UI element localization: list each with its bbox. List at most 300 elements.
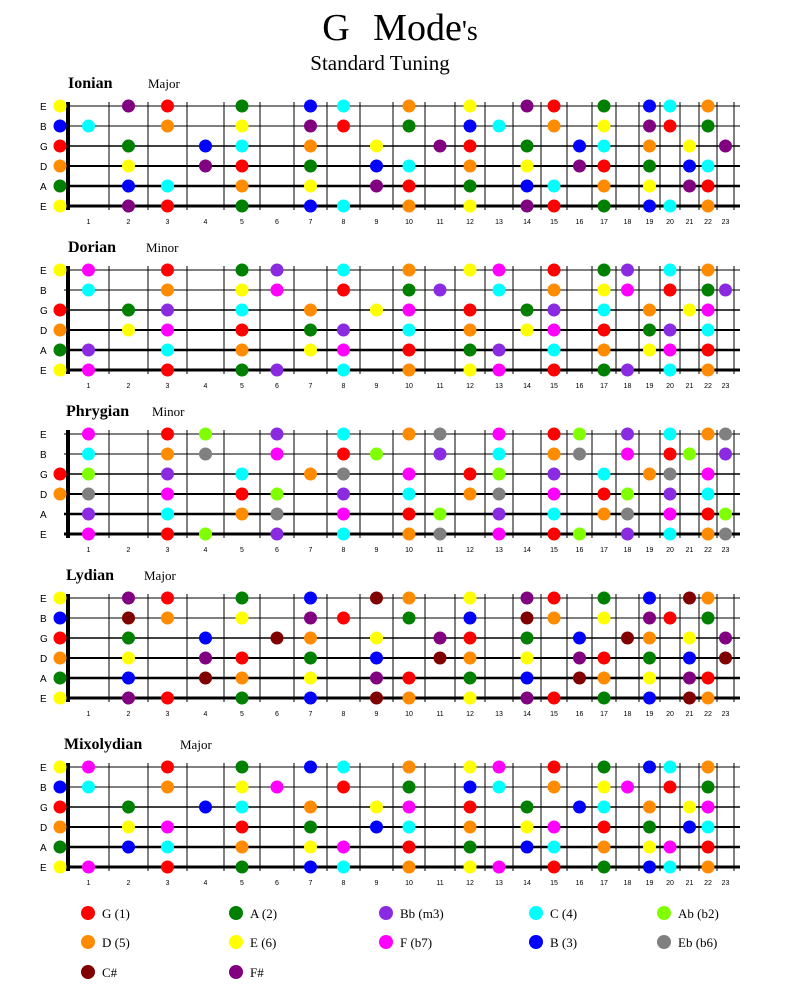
note-dot-c [161, 344, 174, 357]
string-label: E [40, 763, 47, 774]
note-dot-e [643, 180, 656, 193]
note-dot-c [598, 468, 611, 481]
note-dot-eb [621, 508, 634, 521]
note-dot-g [548, 100, 561, 113]
note-dot-g [54, 632, 67, 645]
note-dot-d [403, 861, 416, 874]
note-dot-a [54, 672, 67, 685]
note-dot-g [161, 528, 174, 541]
fret-number: 7 [308, 711, 313, 718]
note-dot-g [337, 284, 350, 297]
string-label: A [40, 346, 47, 357]
note-dot-a [304, 652, 317, 665]
note-dot-ab [199, 428, 212, 441]
note-dot-b [464, 781, 477, 794]
string-label: D [40, 326, 48, 337]
fret-number: 6 [275, 383, 279, 390]
note-dot-c [236, 468, 249, 481]
note-dot-d [304, 632, 317, 645]
note-dot-a [702, 612, 715, 625]
note-dot-e [122, 324, 135, 337]
note-dot-c-sharp [621, 632, 634, 645]
note-dot-g [236, 160, 249, 173]
fret-number: 19 [645, 880, 654, 887]
note-dot-f-sharp [643, 612, 656, 625]
note-dot-e [304, 180, 317, 193]
note-dot-f-sharp [573, 160, 586, 173]
note-dot-d [598, 841, 611, 854]
note-dot-c [548, 841, 561, 854]
string-label: A [40, 843, 47, 854]
fret-number: 4 [203, 219, 208, 226]
string-label: A [40, 674, 47, 685]
fret-number: 7 [308, 219, 313, 226]
note-dot-d [54, 160, 67, 173]
note-dot-e [54, 364, 67, 377]
note-dot-e [683, 304, 696, 317]
string-label: E [40, 202, 47, 213]
fret-number: 9 [374, 219, 379, 226]
note-dot-a [122, 801, 135, 814]
note-dot-bb [82, 508, 95, 521]
note-dot-c [403, 821, 416, 834]
fret-number: 2 [126, 880, 131, 887]
note-dot-b [643, 592, 656, 605]
note-dot-d [548, 612, 561, 625]
note-dot-g [403, 180, 416, 193]
note-dot-d [403, 100, 416, 113]
note-dot-b [304, 200, 317, 213]
note-dot-a [236, 264, 249, 277]
fret-number: 4 [203, 383, 208, 390]
note-dot-d [598, 508, 611, 521]
fret-number: 9 [374, 547, 379, 554]
fret-number: 11 [436, 711, 444, 718]
note-dot-e [464, 861, 477, 874]
note-dot-g [702, 180, 715, 193]
note-dot-f [621, 284, 634, 297]
fret-number: 9 [374, 711, 379, 718]
fret-number: 14 [523, 711, 531, 718]
note-dot-f [493, 761, 506, 774]
note-dot-d [702, 592, 715, 605]
note-dot-a [702, 284, 715, 297]
note-dot-f-sharp [521, 592, 534, 605]
fret-number: 22 [704, 711, 712, 718]
note-dot-c-sharp [122, 612, 135, 625]
note-dot-g [464, 632, 477, 645]
note-dot-a [643, 821, 656, 834]
note-dot-a [122, 304, 135, 317]
note-dot-g [236, 652, 249, 665]
string-label: A [40, 510, 47, 521]
note-dot-f [702, 801, 715, 814]
note-dot-bb [271, 428, 284, 441]
fret-number: 18 [623, 383, 632, 390]
note-dot-e [236, 284, 249, 297]
fret-number: 4 [203, 711, 208, 718]
note-dot-d [548, 120, 561, 133]
note-dot-f-sharp [434, 632, 447, 645]
note-dot-f [271, 448, 284, 461]
fret-number: 15 [550, 383, 558, 390]
fret-number: 23 [721, 383, 730, 390]
note-dot-d [54, 324, 67, 337]
note-dot-b [521, 672, 534, 685]
note-dot-g [54, 140, 67, 153]
legend-label: Eb (b6) [678, 935, 718, 950]
fret-number: 2 [126, 383, 131, 390]
legend-swatch [529, 906, 543, 920]
note-dot-b [54, 612, 67, 625]
note-dot-f [548, 488, 561, 501]
fret-number: 20 [666, 219, 674, 226]
note-dot-e [236, 120, 249, 133]
note-dot-d [236, 672, 249, 685]
fret-number: 13 [495, 880, 503, 887]
note-dot-a [464, 344, 477, 357]
note-dot-a [403, 284, 416, 297]
string-label: G [40, 803, 48, 814]
note-dot-f [621, 781, 634, 794]
note-dot-f [82, 528, 95, 541]
note-dot-b [304, 692, 317, 705]
note-dot-d [403, 364, 416, 377]
note-dot-c [161, 508, 174, 521]
note-dot-g [403, 344, 416, 357]
note-dot-d [304, 468, 317, 481]
fret-number: 12 [466, 219, 474, 226]
note-dot-g [548, 264, 561, 277]
note-dot-d [161, 612, 174, 625]
note-dot-f-sharp [122, 592, 135, 605]
note-dot-f [403, 304, 416, 317]
mode-quality: Major [144, 568, 176, 583]
note-dot-f-sharp [573, 652, 586, 665]
fret-number: 1 [86, 383, 91, 390]
string-label: G [40, 634, 48, 645]
note-dot-c [82, 284, 95, 297]
note-dot-f [664, 344, 677, 357]
note-dot-e [236, 781, 249, 794]
note-dot-a [236, 364, 249, 377]
note-dot-f [702, 468, 715, 481]
note-dot-b [304, 761, 317, 774]
note-dot-bb [337, 324, 350, 337]
note-dot-ab [573, 528, 586, 541]
legend-swatch [657, 906, 671, 920]
fret-number: 12 [466, 547, 474, 554]
note-dot-c [337, 100, 350, 113]
fret-number: 9 [374, 880, 379, 887]
mode-title: Dorian [68, 239, 116, 256]
note-dot-d [464, 821, 477, 834]
note-dot-d [464, 488, 477, 501]
mode-diagram-ionian [40, 75, 740, 226]
note-dot-e [683, 632, 696, 645]
note-dot-a [304, 821, 317, 834]
fret-number: 8 [341, 547, 346, 554]
note-dot-bb [493, 508, 506, 521]
note-dot-e [643, 841, 656, 854]
note-dot-bb [271, 264, 284, 277]
note-dot-g [464, 140, 477, 153]
legend-swatch [229, 906, 243, 920]
fret-number: 22 [704, 880, 712, 887]
fret-number: 15 [550, 711, 558, 718]
note-dot-g [664, 781, 677, 794]
note-dot-d [161, 120, 174, 133]
note-dot-g [161, 428, 174, 441]
note-dot-c [598, 304, 611, 317]
note-dot-a [236, 592, 249, 605]
note-dot-b [304, 592, 317, 605]
note-dot-ab [621, 488, 634, 501]
note-dot-g [598, 488, 611, 501]
note-dot-b [370, 821, 383, 834]
note-dot-c [337, 200, 350, 213]
note-dot-ab [82, 468, 95, 481]
note-dot-c-sharp [719, 652, 732, 665]
note-dot-f-sharp [122, 692, 135, 705]
note-dot-d [304, 304, 317, 317]
note-dot-f-sharp [304, 612, 317, 625]
fret-number: 18 [623, 219, 632, 226]
note-dot-eb [434, 428, 447, 441]
note-dot-a [521, 632, 534, 645]
note-dot-c [236, 140, 249, 153]
note-dot-a [54, 180, 67, 193]
note-dot-g [236, 488, 249, 501]
note-dot-a [403, 781, 416, 794]
note-dot-a [122, 140, 135, 153]
string-label: B [40, 783, 47, 794]
note-dot-a [304, 324, 317, 337]
note-dot-c [702, 821, 715, 834]
note-dot-g [54, 801, 67, 814]
note-dot-b [521, 841, 534, 854]
note-dot-c [548, 344, 561, 357]
note-dot-e [464, 761, 477, 774]
note-dot-e [521, 652, 534, 665]
fret-number: 13 [495, 383, 503, 390]
legend-swatch [229, 935, 243, 949]
legend-label: Ab (b2) [678, 906, 719, 921]
note-dot-ab [370, 448, 383, 461]
note-dot-c [548, 508, 561, 521]
note-dot-f [664, 841, 677, 854]
note-dot-e [370, 140, 383, 153]
note-dot-e [370, 801, 383, 814]
string-label: B [40, 450, 47, 461]
note-dot-bb [434, 284, 447, 297]
note-dot-f-sharp [370, 180, 383, 193]
string-label: E [40, 694, 47, 705]
note-dot-d [643, 140, 656, 153]
fret-number: 14 [523, 547, 531, 554]
note-dot-bb [434, 448, 447, 461]
string-label: D [40, 490, 48, 501]
note-dot-c [337, 428, 350, 441]
string-label: B [40, 122, 47, 133]
fret-number: 19 [645, 219, 654, 226]
fret-number: 17 [600, 383, 608, 390]
note-dot-e [304, 672, 317, 685]
note-dot-b [464, 120, 477, 133]
fret-number: 11 [436, 880, 444, 887]
note-dot-a [464, 672, 477, 685]
fret-number: 11 [436, 383, 444, 390]
fret-number: 20 [666, 383, 674, 390]
note-dot-e [464, 200, 477, 213]
fret-number: 6 [275, 547, 279, 554]
note-dot-d [598, 344, 611, 357]
fret-number: 19 [645, 711, 654, 718]
note-dot-a [236, 200, 249, 213]
note-dot-c [598, 140, 611, 153]
note-dot-d [643, 801, 656, 814]
note-dot-g [464, 468, 477, 481]
note-dot-c [337, 364, 350, 377]
note-dot-d [702, 364, 715, 377]
note-dot-g [236, 324, 249, 337]
note-dot-d [464, 652, 477, 665]
legend-label: F (b7) [400, 935, 433, 950]
note-dot-d [548, 284, 561, 297]
note-dot-b [683, 160, 696, 173]
fret-number: 15 [550, 547, 558, 554]
note-dot-e [464, 100, 477, 113]
note-dot-g [161, 100, 174, 113]
note-dot-bb [337, 488, 350, 501]
fret-number: 22 [704, 383, 712, 390]
note-dot-e [54, 264, 67, 277]
note-dot-eb [573, 448, 586, 461]
note-dot-d [304, 140, 317, 153]
note-dot-b [573, 801, 586, 814]
title-suffix: 's [461, 16, 478, 47]
note-dot-f-sharp [719, 140, 732, 153]
nut [66, 594, 70, 702]
note-dot-c-sharp [370, 692, 383, 705]
legend-label: Bb (m3) [400, 906, 444, 921]
note-dot-g [548, 761, 561, 774]
note-dot-c-sharp [683, 592, 696, 605]
note-dot-b [199, 801, 212, 814]
note-dot-g [403, 841, 416, 854]
note-dot-a [598, 761, 611, 774]
note-dot-d [54, 488, 67, 501]
string-label: B [40, 286, 47, 297]
note-dot-e [54, 592, 67, 605]
note-dot-d [54, 652, 67, 665]
note-dot-bb [161, 468, 174, 481]
page-subtitle: Standard Tuning [310, 51, 450, 75]
fret-number: 21 [685, 711, 694, 718]
fret-number: 18 [623, 880, 632, 887]
note-dot-a [403, 120, 416, 133]
note-dot-f [337, 344, 350, 357]
fret-number: 8 [341, 383, 346, 390]
note-dot-b [643, 861, 656, 874]
fret-number: 10 [405, 547, 413, 554]
note-dot-bb [719, 448, 732, 461]
fret-number: 15 [550, 219, 558, 226]
fret-number: 6 [275, 711, 279, 718]
note-dot-eb [493, 488, 506, 501]
note-dot-bb [271, 528, 284, 541]
note-dot-c-sharp [199, 672, 212, 685]
legend-swatch [229, 965, 243, 979]
note-dot-d [403, 761, 416, 774]
note-dot-e [54, 861, 67, 874]
note-dot-f [621, 448, 634, 461]
note-dot-g [664, 612, 677, 625]
note-dot-c [337, 761, 350, 774]
note-dot-b [122, 672, 135, 685]
note-dot-g [548, 428, 561, 441]
note-dot-b [464, 612, 477, 625]
note-dot-f [337, 841, 350, 854]
legend-swatch [379, 935, 393, 949]
note-dot-c [598, 801, 611, 814]
string-label: E [40, 430, 47, 441]
note-dot-f-sharp [643, 120, 656, 133]
note-dot-d [702, 100, 715, 113]
fret-number: 5 [240, 383, 244, 390]
note-dot-e [598, 781, 611, 794]
note-dot-f-sharp [719, 632, 732, 645]
note-dot-b [199, 140, 212, 153]
note-dot-eb [719, 428, 732, 441]
legend-label: E (6) [250, 935, 277, 950]
note-dot-a [236, 100, 249, 113]
fret-number: 5 [240, 880, 244, 887]
note-dot-bb [621, 264, 634, 277]
note-dot-d [643, 468, 656, 481]
note-dot-e [683, 140, 696, 153]
fret-number: 15 [550, 880, 558, 887]
note-dot-d [643, 632, 656, 645]
fret-number: 14 [523, 880, 531, 887]
note-dot-g [403, 672, 416, 685]
note-dot-d [702, 528, 715, 541]
note-legend [81, 906, 719, 980]
fret-number: 21 [685, 547, 694, 554]
note-dot-d [702, 692, 715, 705]
mode-title: Lydian [66, 567, 115, 584]
note-dot-b [370, 160, 383, 173]
fret-number: 5 [240, 711, 244, 718]
note-dot-c [493, 448, 506, 461]
note-dot-ab [683, 448, 696, 461]
note-dot-e [521, 324, 534, 337]
fret-number: 23 [721, 711, 730, 718]
note-dot-ab [573, 428, 586, 441]
note-dot-f [82, 428, 95, 441]
note-dot-c [664, 428, 677, 441]
note-dot-b [370, 652, 383, 665]
legend-label: C (4) [550, 906, 578, 921]
note-dot-g [548, 364, 561, 377]
note-dot-e [643, 672, 656, 685]
note-dot-c-sharp [573, 672, 586, 685]
mode-diagram-dorian [40, 239, 740, 390]
note-dot-g [548, 528, 561, 541]
note-dot-eb [271, 508, 284, 521]
note-dot-c [82, 448, 95, 461]
fret-number: 21 [685, 880, 694, 887]
